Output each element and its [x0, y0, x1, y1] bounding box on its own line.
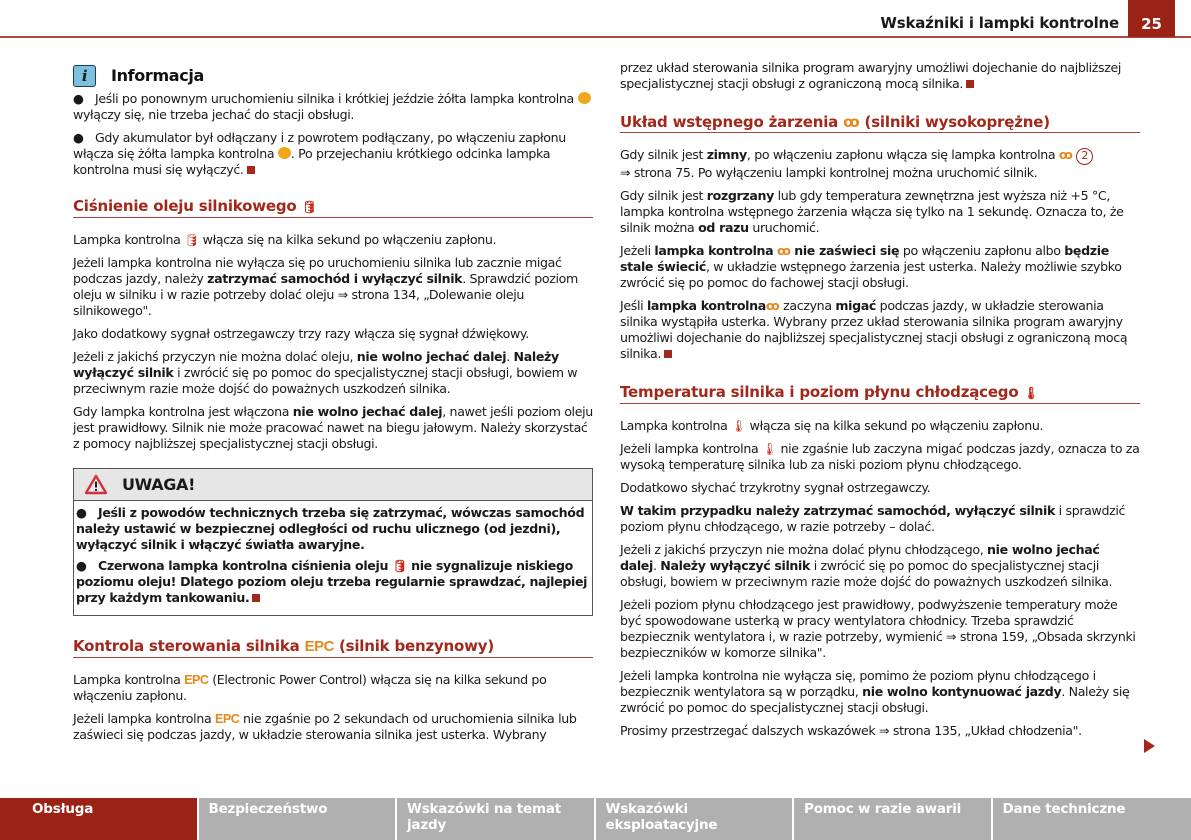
chapter-nav [0, 798, 1191, 840]
chapter-title: Wskaźniki i lampki kontrolne [880, 14, 1119, 32]
paragraph: Lampka kontrolna 🛢 włącza się na kilka sekund po włączeniu zapłonu. [73, 232, 497, 247]
paragraph: Jeżeli lampka kontrolna nie wyłącza się po uruchomieniu silnika lub zacznie migać podczas jazdy, należy zatrzymać samochód i wyłączyć silnik. Sprawdzić poziom oleju w silniku i w razie potrzeby dolać oleju ⇒ strona 134, „Dolewanie oleju silnikowego". [73, 255, 578, 318]
figure-reference-badge: 2 [1076, 148, 1093, 165]
paragraph: Dodatkowo słychać trzykrotny sygnał ostrzegawczy. [620, 480, 931, 495]
paragraph: Gdy silnik jest rozgrzany lub gdy temperatura zewnętrzna jest wyższa niż +5 °C, lampka kontrolna wstępnego żarzenia włącza się tylko na 1 sekundę. Oznacza to, że silnik można od razu uruchomić. [620, 188, 1124, 235]
warning-item: ● Czerwona lampka kontrolna ciśnienia oleju 🛢 nie sygnalizuje niskiego poziomu oleju! Dlatego poziom oleju trzeba regularnie sprawdzać, najlepiej przy każdym tankowaniu. [76, 558, 588, 605]
warning-item: ● Jeśli z powodów technicznych trzeba się zatrzymać, wówczas samochód należy ustawić w bezpiecznej odległości od ruchu ulicznego (od jezdni), wyłączyć silnik i włączyć światła awaryjne. [76, 505, 585, 552]
epc-icon: EPC [304, 638, 334, 655]
bullet-icon: ● [76, 505, 87, 520]
paragraph: Jeżeli lampka kontrolna EPC nie zgaśnie po 2 sekundach od uruchomienia silnika lub zaświeci się podczas jazdy, w układzie sterowania silnika jest usterka. Wybrany [73, 711, 577, 742]
bullet-icon: ● [73, 130, 84, 145]
paragraph: przez układ sterowania silnika program awaryjny umożliwi dojechanie do najbliższej specjalistycznej stacji obsługi z ograniczoną mocą silnika. [620, 60, 1122, 91]
next-page-arrow-icon[interactable] [1144, 739, 1155, 753]
tab-dane-techniczne[interactable]: Dane techniczne [993, 798, 1191, 840]
tab-pomoc-awarii[interactable]: Pomoc w razie awarii [794, 798, 993, 840]
epc-icon: EPC [184, 673, 209, 687]
paragraph: Jeśli lampka kontrolnaꝏ zaczyna migać podczas jazdy, w układzie sterowania silnika wystąpiła usterka. Wybrany przez układ sterowania silnika program awaryjny umożliwi dojechanie do najbliższej specjalistycznej stacji obsługi z ograniczoną mocą silnika. [620, 298, 1128, 361]
paragraph: Jeżeli lampka kontrolna 🌡 nie zgaśnie lub zaczyna migać podczas jazdy, oznacza to za wysoką temperaturę silnika lub za niski poziom płynu chłodzącego. [620, 441, 1140, 472]
info-item: ● Gdy akumulator był odłączany i z powrotem podłączany, po włączeniu zapłonu włącza się żółta lampka kontrolna . Po przejechaniu krótkiego odcinka lampka kontrolna musi się wyłączyć. [73, 130, 566, 177]
section-end-icon [664, 350, 672, 358]
section-end-icon [252, 594, 260, 602]
left-column [73, 60, 593, 750]
glow-plug-icon: ꝏ [765, 298, 780, 313]
tab-wskazowki-eksploatacyjne[interactable]: Wskazówki eksploatacyjne [596, 798, 795, 840]
section-end-icon [966, 80, 974, 88]
coolant-temperature-icon: 🌡 [1023, 386, 1039, 400]
paragraph: Lampka kontrolna 🌡 włącza się na kilka sekund po włączeniu zapłonu. [620, 418, 1044, 433]
info-title: Informacja [111, 66, 204, 85]
section-end-icon [247, 166, 255, 174]
tab-obsluga[interactable]: Obsługa [0, 798, 199, 840]
glow-plug-icon: ꝏ [1058, 147, 1073, 162]
section-heading-coolant: Temperatura silnika i poziom płynu chłodzącego 🌡 [620, 384, 1140, 404]
glow-plug-icon: ꝏ [776, 243, 791, 258]
bullet-icon: ● [73, 91, 84, 106]
info-item: ● Jeśli po ponownym uruchomieniu silnika i krótkiej jeździe żółta lampka kontrolna wyłączy się, nie trzeba jechać do stacji obsługi. [73, 91, 593, 123]
epc-icon: EPC [214, 712, 240, 726]
warning-header [74, 469, 592, 501]
paragraph: Jeżeli z jakichś przyczyn nie można dolać oleju, nie wolno jechać dalej. Należy wyłączyć silnik i zwrócić się po pomoc do specjalistycznej stacji obsługi, bowiem w przeciwnym razie może dojść do poważnych uszkodzeń silnika. [73, 349, 578, 396]
warning-body [74, 501, 592, 615]
yellow-warning-lamp-icon [578, 92, 591, 104]
paragraph: Prosimy przestrzegać dalszych wskazówek ⇒ strona 135, „Układ chłodzenia". [620, 723, 1082, 738]
glow-plug-icon: ꝏ [843, 113, 860, 131]
paragraph: Jeżeli poziom płynu chłodzącego jest prawidłowy, podwyższenie temperatury może być spowodowane usterką w pracy wentylatora chłodnicy. Trzeba sprawdzić bezpiecznik wentylatora i, w razie potrzeby, wymienić ⇒ strona 159, „Obsada skrzynki bezpieczników w komorze silnika". [620, 597, 1136, 660]
paragraph: Jeżeli z jakichś przyczyn nie można dolać płynu chłodzącego, nie wolno jechać dalej. Należy wyłączyć silnik i zwrócić się po pomoc do specjalistycznej stacji obsługi, bowiem w przeciwnym razie może dojść do poważnych uszkodzeń silnika. [620, 542, 1113, 589]
paragraph: Gdy lampka kontrolna jest włączona nie wolno jechać dalej, nawet jeśli poziom oleju jest prawidłowy. Silnik nie może pracować nawet na biegu jałowym. Należy skorzystać z pomocy najbliższej specjalistycznej stacji obsługi. [73, 404, 593, 451]
paragraph: Jeżeli lampka kontrolna nie wyłącza się, pomimo że poziom płynu chłodzącego i bezpiecznik wentylatora są w porządku, nie wolno kontynuować jazdy. Należy się zwrócić po pomoc do specjalistycznej stacji obsługi. [620, 668, 1130, 715]
paragraph: Jeżeli lampka kontrolna ꝏ nie zaświeci się po włączeniu zapłonu albo będzie stale świecić, w układzie wstępnego żarzenia jest usterka. Należy możliwie szybko zwrócić się po pomoc do fachowej stacji obsługi. [620, 243, 1122, 290]
info-icon: i [73, 65, 96, 87]
section-heading-oil-pressure: Ciśnienie oleju silnikowego 🛢 [73, 198, 593, 218]
paragraph: W takim przypadku należy zatrzymać samochód, wyłączyć silnik i sprawdzić poziom płynu chłodzącego, w razie potrzeby – dolać. [620, 503, 1126, 534]
info-header [73, 65, 593, 87]
bullet-icon: ● [76, 558, 87, 573]
header-rule [0, 36, 1191, 38]
warning-triangle-icon [84, 474, 108, 495]
tab-bezpieczenstwo[interactable]: Bezpieczeństwo [199, 798, 398, 840]
tab-wskazowki-jazdy[interactable]: Wskazówki na temat jazdy [397, 798, 596, 840]
warning-box [73, 468, 593, 616]
oil-can-icon: 🛢 [184, 233, 200, 247]
page-number: 25 [1128, 0, 1175, 37]
paragraph: Jako dodatkowy sygnał ostrzegawczy trzy razy włącza się sygnał dźwiękowy. [73, 326, 529, 341]
oil-can-icon: 🛢 [301, 200, 317, 214]
paragraph: Gdy silnik jest zimny, po włączeniu zapłonu włącza się lampka kontrolna ꝏ 2 ⇒ strona 75. Po wyłączeniu lampki kontrolnej można uruchomić silnik. [620, 147, 1140, 181]
warning-title: UWAGA! [122, 474, 196, 494]
oil-can-icon: 🛢 [392, 559, 408, 573]
coolant-temperature-icon: 🌡 [761, 442, 777, 456]
right-column [620, 60, 1140, 746]
paragraph: Lampka kontrolna EPC (Electronic Power Control) włącza się na kilka sekund po włączeniu zapłonu. [73, 672, 547, 703]
section-heading-glow-plug: Układ wstępnego żarzenia ꝏ (silniki wysokoprężne) [620, 114, 1140, 133]
coolant-temperature-icon: 🌡 [731, 419, 747, 433]
page-link[interactable]: ⇒ strona 75. Po wyłączeniu lampki kontrolnej można uruchomić silnik. [620, 165, 1038, 180]
section-heading-epc: Kontrola sterowania silnika EPC (silnik benzynowy) [73, 638, 593, 658]
yellow-warning-lamp-icon [278, 147, 291, 159]
